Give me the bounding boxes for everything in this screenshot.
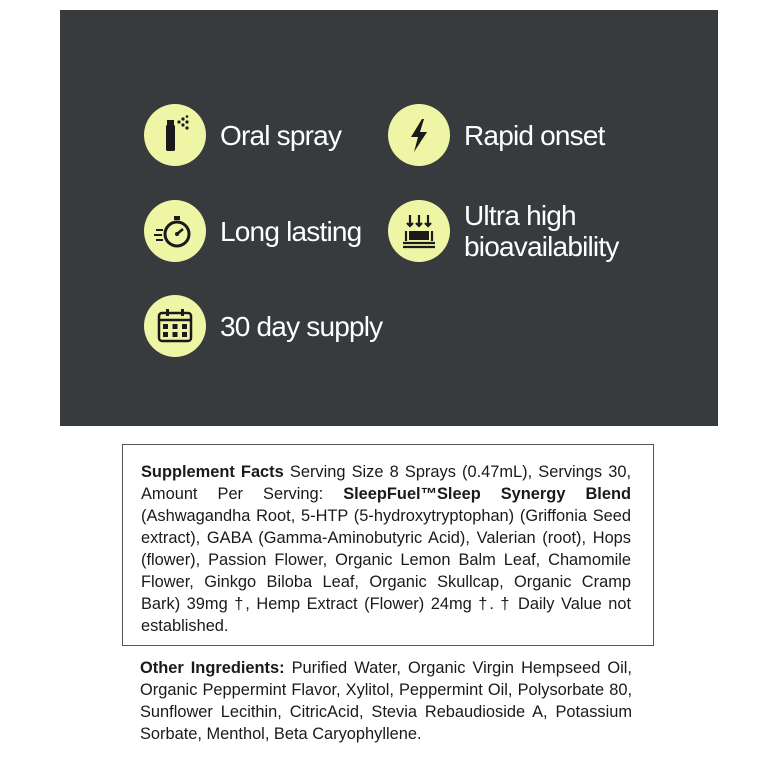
feature-label: 30 day supply [220, 310, 383, 342]
blend-name: SleepFuel™Sleep Synergy Blend [343, 485, 631, 503]
other-ingredients-heading: Other Ingredients: [140, 659, 285, 677]
spray-bottle-icon [144, 104, 206, 166]
feature-rapid-onset [388, 104, 605, 166]
other-ingredients-text [140, 657, 632, 745]
feature-label-multiline [464, 200, 619, 262]
features-panel [60, 10, 718, 426]
serving-info: Serving Size 8 Sprays (0.47mL), Servings 30, Amount Per Serving: [141, 463, 631, 503]
blend-ingredients: (Ashwagandha Root, 5-HTP (5-hydroxytryptophan) (Griffonia Seed extract), GABA (Gamma-Aminobutyric Acid), Valerian (root), Hops (flower), Passion Flower, Organic Lemon Balm Leaf, Chamomile Flower, Ginkgo Biloba Leaf, Organic Skullcap, Organic Cramp Bark) 39mg †, Hemp Extract (Flower) 24mg †. † Daily Value not established. [141, 507, 631, 635]
feature-label-line2: bioavailability [464, 231, 619, 262]
feature-long-lasting [144, 200, 361, 262]
lightning-bolt-icon [388, 104, 450, 166]
supplement-facts-box [122, 444, 654, 646]
supplement-facts-text [141, 461, 631, 637]
feature-oral-spray [144, 104, 341, 166]
feature-bioavailability [388, 200, 619, 262]
feature-label: Oral spray [220, 119, 342, 151]
absorption-arrows-icon [388, 200, 450, 262]
feature-label: Long lasting [220, 215, 362, 247]
stopwatch-icon [144, 200, 206, 262]
other-ingredients-section [140, 657, 632, 745]
supplement-facts-heading: Supplement Facts [141, 463, 284, 481]
feature-label: Rapid onset [464, 119, 605, 151]
feature-label-line1: Ultra high [464, 200, 576, 231]
calendar-icon [144, 295, 206, 357]
feature-30-day-supply [144, 295, 382, 357]
other-ingredients-list: Purified Water, Organic Virgin Hempseed Oil, Organic Peppermint Flavor, Xylitol, Peppermint Oil, Polysorbate 80, Sunflower Lecithin, CitricAcid, Stevia Rebaudioside A, Potassium Sorbate, Menthol, Beta Caryophyllene. [140, 659, 632, 743]
